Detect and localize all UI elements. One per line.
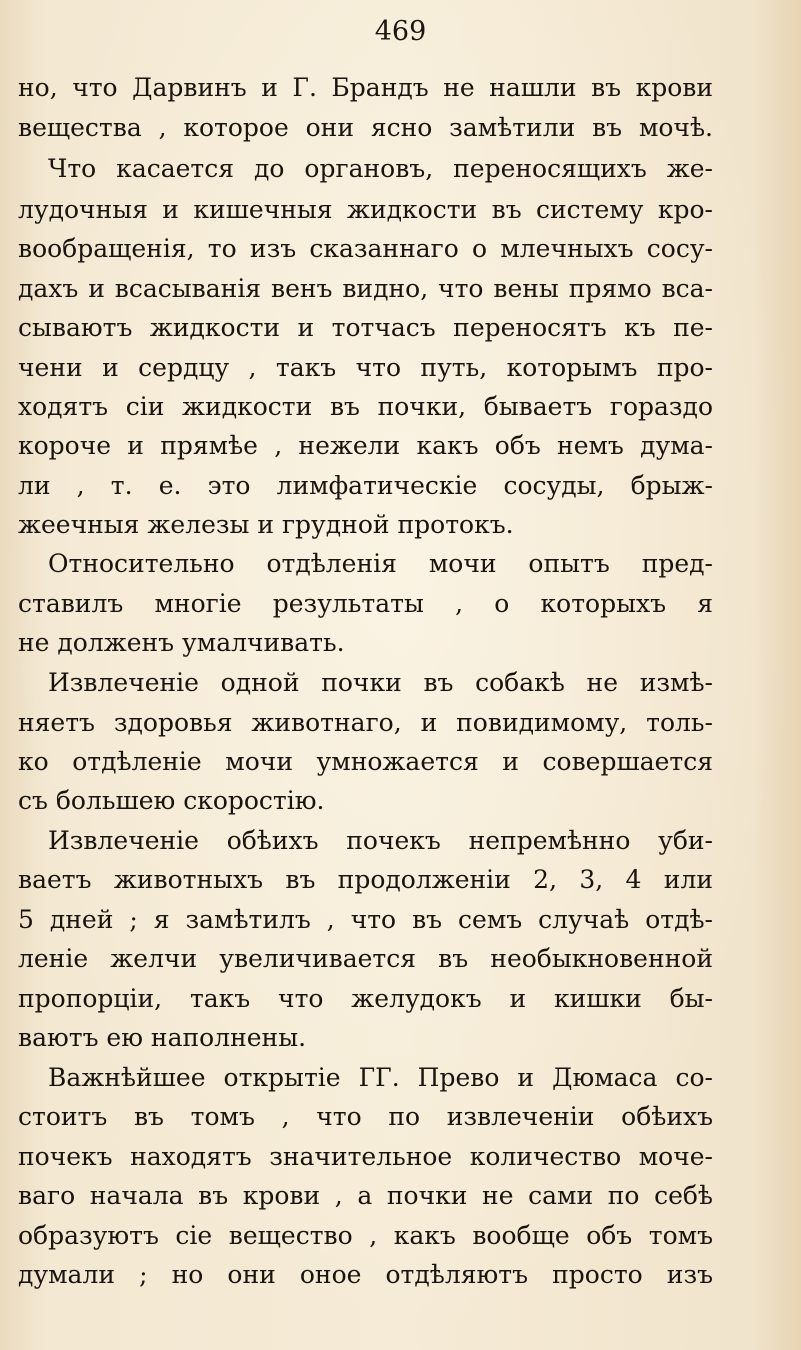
text-line: ставилъ многіе результаты , о которыхъ я bbox=[18, 589, 713, 618]
text-line: образуютъ сіе вещество , какъ вообще объ томъ bbox=[18, 1221, 713, 1250]
text-line: ко отдѣленіе мочи умножается и совершается bbox=[18, 747, 713, 776]
text-line: Что касается до органовъ, переносящихъ же- bbox=[48, 154, 713, 183]
text-line: дахъ и всасыванія венъ видно, что вены прямо вса- bbox=[18, 274, 713, 303]
text-line: леніе желчи увеличивается въ необыкновенной bbox=[18, 944, 713, 973]
text-line: вещества , которое они ясно замѣтили въ мочѣ. bbox=[18, 113, 713, 142]
text-line: 5 дней ; я замѣтилъ , что въ семъ случаѣ отдѣ- bbox=[18, 905, 713, 934]
text-line: Важнѣйшее открытіе ГГ. Прево и Дюмаса со- bbox=[48, 1063, 713, 1092]
text-line: не долженъ умалчивать. bbox=[18, 628, 345, 657]
text-line: ваетъ животныхъ въ продолженіи 2, 3, 4 или bbox=[18, 865, 713, 894]
text-line: ходятъ сіи жидкости въ почки, бываетъ гораздо bbox=[18, 392, 713, 421]
text-line: но, что Дарвинъ и Г. Брандъ не нашли въ крови bbox=[18, 73, 713, 102]
text-line: короче и прямѣе , нежели какъ объ немъ дума- bbox=[18, 431, 713, 460]
text-line: жеечныя железы и грудной протокъ. bbox=[18, 510, 514, 539]
text-line: ли , т. е. это лимфатическіе сосуды, брыж- bbox=[18, 471, 713, 500]
page-number: 469 bbox=[374, 16, 427, 47]
text-line: лудочныя и кишечныя жидкости въ систему кро- bbox=[18, 195, 713, 224]
text-line: вообращенія, то изъ сказаннаго о млечныхъ сосу- bbox=[18, 234, 713, 263]
text-line: чени и сердцу , такъ что путь, которымъ про- bbox=[18, 353, 713, 382]
text-line: пропорціи, такъ что желудокъ и кишки бы- bbox=[18, 984, 713, 1013]
text-line: няетъ здоровья животнаго, и повидимому, толь- bbox=[18, 708, 713, 737]
text-line: ваютъ ею наполнены. bbox=[18, 1023, 307, 1052]
text-line: почекъ находятъ значительное количество моче- bbox=[18, 1142, 713, 1171]
text-line: сываютъ жидкости и тотчасъ переносятъ къ пе- bbox=[18, 313, 713, 342]
text-line: Относительно отдѣленія мочи опытъ пред- bbox=[48, 549, 713, 578]
text-line: Извлеченіе одной почки въ собакѣ не измѣ- bbox=[48, 668, 713, 697]
text-line: съ большею скоростію. bbox=[18, 786, 325, 815]
text-line: ваго начала въ крови , а почки не сами по себѣ bbox=[18, 1181, 713, 1210]
text-line: думали ; но они оное отдѣляютъ просто изъ bbox=[18, 1260, 713, 1289]
text-line: Извлеченіе обѣихъ почекъ непремѣнно уби- bbox=[48, 826, 713, 855]
text-line: стоитъ въ томъ , что по извлеченіи обѣихъ bbox=[18, 1102, 713, 1131]
